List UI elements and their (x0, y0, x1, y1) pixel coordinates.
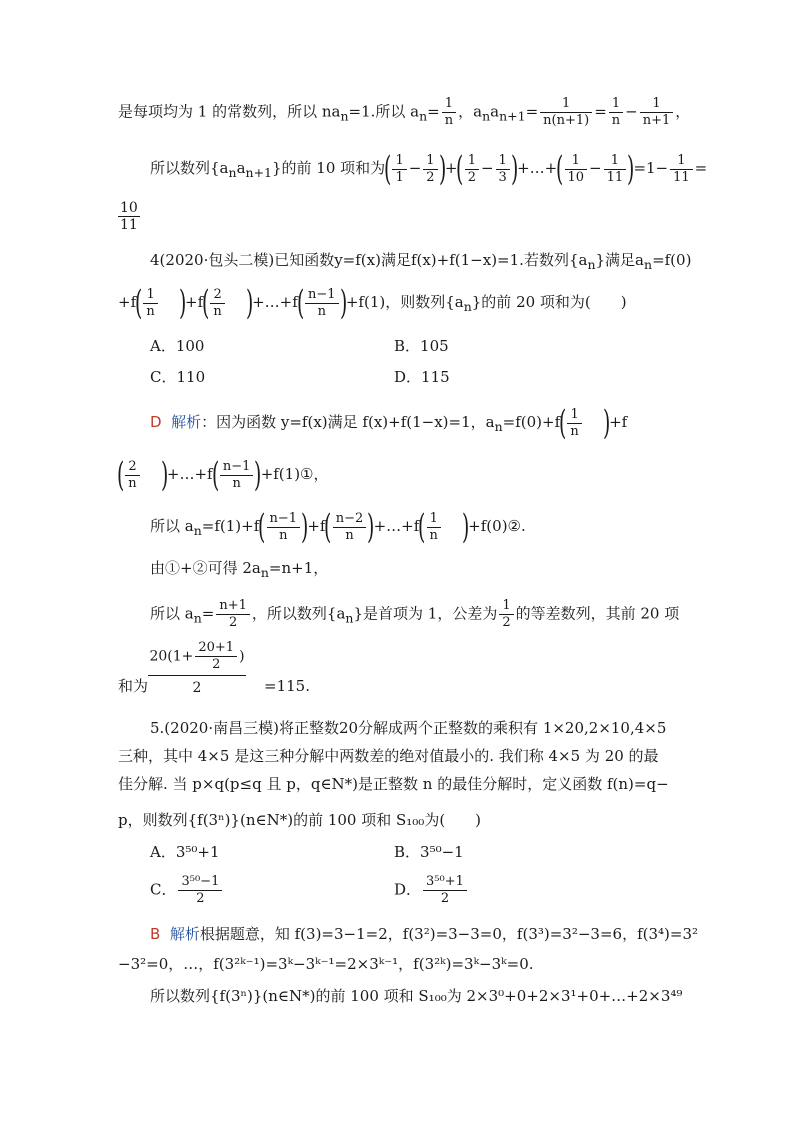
fraction: $\frac{1}{2}$ (423, 153, 437, 186)
solution-line: D 解析：因为函数 y=f(x)满足 f(x)+f(1−x)=1，$a_n=f(0)+f$( $\frac{1}{n}$ )+f (150, 403, 628, 443)
text: = (694, 159, 708, 177)
text: 和为 (118, 677, 149, 695)
solution-tag: 解析 (169, 925, 200, 943)
text: =1.所以 a (348, 102, 420, 121)
text: a (236, 159, 246, 177)
question-4-stem: 4(2020·包头二模)已知函数y=f(x)满足f(x)+f(1−x)=1.若数列$\{a_n\}$满足$a_n=f(0)$ (150, 251, 692, 272)
text: = (427, 102, 440, 121)
text: +f(1)，则数列{a (345, 293, 464, 311)
text: 由①+②可得 2a (150, 559, 261, 577)
text: +…+f (252, 293, 298, 311)
fraction: $\frac{1}{10}$ (565, 153, 588, 186)
option-a: A．100 (150, 337, 205, 355)
text: +f (307, 517, 326, 535)
question-4-stem-line2: +f( $\frac{1}{n}$ )+f( $\frac{2}{n}$ )+…+f( $\frac{n-1}{n}$ )+f(1)，则数列$\{a_n\}$的前 20 项和为( ) (118, 283, 627, 323)
solution-line: 所以 $a_n=$ $\frac{n+1}{2}$ ，所以数列$\{a_n\}$是首项为 1，公差为 $\frac{1}{2}$ 的等差数列，其前 20 项 (150, 598, 680, 630)
solution-line: 所以 $a_n=f(1)+f$( $\frac{n-1}{n}$ )+f( $\frac{n-2}{n}$ )+…+f( $\frac{1}{n}$ )+f(0)②. (150, 507, 526, 547)
question-5-stem: p，则数列{f(3ⁿ)}(n∈N*)的前 100 项和 S₁₀₀为( ) (118, 811, 482, 829)
text: +f (118, 293, 137, 311)
text: 4(2020·包头二模)已知函数y=f(x)满足f(x)+f(1−x)=1.若数列{a (150, 251, 588, 269)
fraction: $\frac{n+1}{2}$ (216, 598, 250, 631)
solution-line: ( $\frac{2}{n}$ )+…+f( $\frac{n-1}{n}$ )+f(1)①， (116, 455, 329, 495)
text: =1− (633, 159, 669, 177)
fraction: $\frac{1}{11}$ (604, 153, 627, 186)
solution-line: 所以数列{f(3ⁿ)}(n∈N*)的前 100 项和 S₁₀₀为 2×3⁰+0+2×3¹+0+…+2×3⁴⁹ (150, 987, 683, 1005)
answer-letter: D (150, 413, 162, 431)
text: =f(0) (652, 251, 692, 269)
text: =n+1， (268, 559, 329, 577)
text: =115. (264, 677, 310, 695)
text: 是每项均为 1 的常数列，所以 na (118, 102, 341, 121)
text: ，所以数列{a (251, 604, 346, 623)
text: }是首项为 1，公差为 (353, 604, 498, 623)
text: +…+f (166, 465, 213, 483)
text: +f(1)①， (260, 465, 329, 483)
answer-letter: B (150, 925, 161, 943)
text: 的等差数列，其前 20 项 (515, 604, 680, 623)
fraction: $\frac{1}{n(n+1)}$ (540, 96, 592, 129)
fraction: $\frac{1}{n}$ (442, 96, 456, 129)
text: 所以数列{a (150, 159, 229, 177)
text: ， (675, 102, 691, 121)
text: +…+ (517, 159, 558, 177)
solution-line: 是每项均为 1 的常数列，所以 $na_n=1$.所以 $a_n=$ $\frac{1}{n}$ ，$a_na_{n+1}=$ $\frac{1}{n(n+1)}$ = $\frac{1}{n}$ − $\frac{1}{n+1}$ ， (118, 96, 691, 128)
text: +f(0)②. (468, 517, 526, 535)
fraction: $\frac{\text{3⁵⁰+1}}{2}$ (423, 874, 467, 907)
text: +…+f (373, 517, 420, 535)
fraction: $\frac{\text{3⁵⁰−1}}{2}$ (178, 874, 222, 907)
text: ：因为函数 y=f(x)满足 f(x)+f(1−x)=1，a (201, 413, 495, 431)
text: }的前 10 项和为 (272, 159, 386, 177)
option-b: B．3⁵⁰−1 (394, 843, 464, 861)
option-c: C． $\frac{\text{3⁵⁰−1}}{2}$ (150, 874, 224, 907)
text: − (625, 102, 638, 121)
option-d: D．115 (394, 368, 450, 386)
text: =f(1)+f (201, 517, 260, 535)
fraction: $\frac{1}{2}$ (499, 598, 513, 631)
text: = (594, 102, 607, 121)
solution-line (118, 676, 310, 696)
sum-fraction: 20(1+ $\frac{20+1}{2}$ ) 2 (149, 640, 245, 696)
text: +f (609, 413, 628, 431)
option-d: D． $\frac{\text{3⁵⁰+1}}{2}$ (394, 874, 469, 907)
text: 所以 a (150, 517, 194, 535)
fraction: $\frac{1}{n}$ (609, 96, 623, 129)
solution-tag: 解析 (171, 413, 202, 431)
option-b: B．105 (394, 337, 449, 355)
solution-line (150, 924, 698, 944)
solution-line: 由①+②可得 $2a_n=n+1$， (150, 559, 329, 580)
text: }的前 20 项和为( ) (471, 293, 627, 311)
option-a: A．3⁵⁰+1 (150, 843, 220, 861)
text: 所以 a (150, 604, 194, 623)
text: = (525, 102, 539, 121)
fraction-final: 10 11 (120, 200, 138, 233)
question-5-stem: 5.(2020·南昌三模)将正整数20分解成两个正整数的乘积有 1×20,2×10,4×5 (150, 719, 667, 737)
text: a (490, 102, 500, 121)
fraction: $\frac{1}{2}$ (465, 153, 479, 186)
text: = (201, 604, 215, 623)
option-c: C．110 (150, 368, 206, 386)
fraction: $\frac{1}{1}$ (392, 153, 406, 186)
text: ，a (458, 102, 483, 121)
fraction: $\frac{1}{3}$ (496, 153, 510, 186)
fraction: $\frac{1}{11}$ (670, 153, 693, 186)
text: +f (185, 293, 204, 311)
question-5-stem: 三种，其中 4×5 是这三种分解中两数差的绝对值最小的. 我们称 4×5 为 20 的最 (118, 747, 659, 765)
solution-line: −3²=0，…，f(3²ᵏ⁻¹)=3ᵏ−3ᵏ⁻¹=2×3ᵏ⁻¹，f(3²ᵏ)=3ᵏ−3ᵏ=0. (118, 955, 534, 973)
solution-line: 所以数列$\{a_na_{n+1}\}$的前 10 项和为( $\frac{1}{1}$ − $\frac{1}{2}$ )+( $\frac{1}{2}$ − $\frac{1}{3}$ )+…+( $\frac{1}{10}$ − $\frac{1}{11}$ )=1− $\frac{1}{11}$ = (150, 149, 708, 189)
text: }满足a (595, 251, 644, 269)
question-5-stem: 佳分解. 当 p×q(p≤q 且 p，q∈N*)是正整数 n 的最佳分解时，定义函数 f(n)=q− (118, 775, 669, 793)
fraction: $\frac{1}{n+1}$ (640, 96, 674, 129)
text: =f(0)+f (502, 413, 561, 431)
text: 根据题意，知 f(3)=3−1=2，f(3²)=3−3=0，f(3³)=3²−3=6，f(3⁴)=3² (199, 925, 699, 943)
